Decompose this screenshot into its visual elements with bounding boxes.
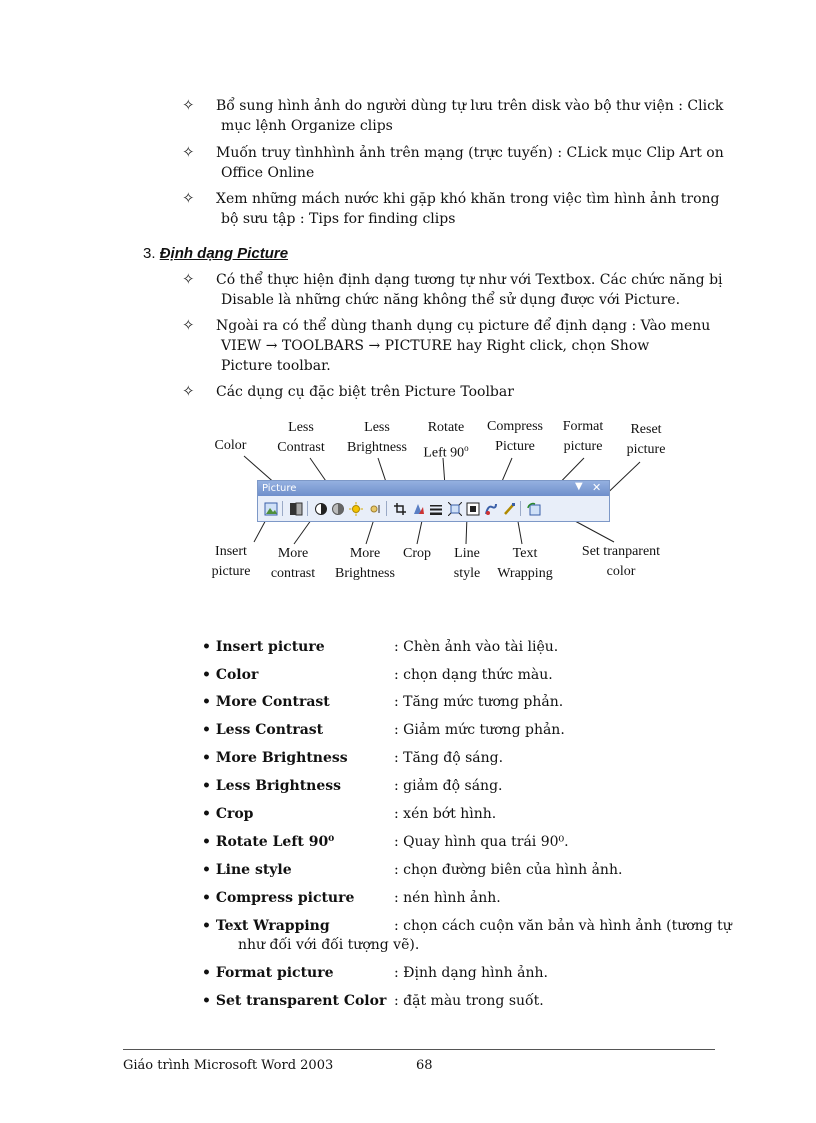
- page-number: 68: [416, 1058, 433, 1073]
- list-item-desc: : đặt màu trong suốt.: [394, 993, 544, 1009]
- list-item-name: • Less Brightness: [202, 778, 342, 794]
- diamond-bullet-icon: ✧: [182, 143, 195, 161]
- more-contrast-icon[interactable]: [313, 501, 328, 516]
- label-format-picture: Format picture: [562, 419, 604, 454]
- list-item-desc: : Tăng mức tương phản.: [394, 694, 564, 710]
- bullet-paragraph: Muốn truy tìnhhình ảnh trên mạng (trực tuyến) : CLick mục Clip Art on Office Online: [216, 145, 724, 181]
- diamond-bullet-icon: ✧: [182, 270, 195, 288]
- list-item-desc: : chọn dạng thức màu.: [394, 667, 553, 683]
- less-contrast-icon[interactable]: [330, 501, 345, 516]
- footer-divider: [123, 1049, 715, 1050]
- label-more-brightness: More Brightness: [335, 546, 395, 581]
- diamond-bullet-icon: ✧: [182, 96, 195, 114]
- label-set-transparent-color: Set tranparent color: [581, 544, 661, 579]
- label-less-contrast: Less Contrast: [277, 420, 325, 455]
- toolbar-title-bar[interactable]: Picture: [258, 481, 609, 496]
- label-reset-picture: Reset picture: [626, 422, 666, 457]
- reset-picture-icon[interactable]: [526, 501, 541, 516]
- crop-icon[interactable]: [392, 501, 407, 516]
- label-less-brightness: Less Brightness: [347, 420, 407, 455]
- list-item-name: • Format picture: [202, 965, 334, 981]
- label-rotate-left: Rotate Left 90$^o$: [423, 420, 469, 461]
- close-icon[interactable]: ✕: [592, 481, 602, 494]
- list-item-desc: : chọn cách cuộn văn bản và hình ảnh (tương tự: [394, 918, 732, 934]
- diamond-bullet-icon: ✧: [182, 316, 195, 334]
- insert-picture-icon[interactable]: [263, 501, 278, 516]
- rotate-left-icon[interactable]: [410, 501, 425, 516]
- color-icon[interactable]: [288, 501, 303, 516]
- more-brightness-icon[interactable]: [348, 501, 363, 516]
- section-number: 3.: [143, 245, 156, 262]
- list-item-desc: : giảm độ sáng.: [394, 778, 503, 794]
- list-item-name: • Text Wrapping: [202, 918, 330, 934]
- list-item-desc: : nén hình ảnh.: [394, 890, 501, 906]
- list-item-name: • Compress picture: [202, 890, 355, 906]
- compress-picture-icon[interactable]: [447, 501, 462, 516]
- line-style-icon[interactable]: [428, 501, 443, 516]
- list-item-desc: : Tăng độ sáng.: [394, 750, 504, 766]
- list-item-name: • Color: [202, 667, 259, 683]
- toolbar-options-icon[interactable]: ▼: [575, 481, 583, 492]
- list-item-desc: : chọn đường biên của hình ảnh.: [394, 862, 623, 878]
- list-item-name: • Rotate Left 90⁰: [202, 834, 335, 850]
- bullet-paragraph: Các dụng cụ đặc biệt trên Picture Toolbar: [216, 384, 514, 400]
- label-compress-picture: Compress Picture: [487, 419, 543, 454]
- picture-toolbar: [257, 480, 610, 522]
- list-item-name: • Less Contrast: [202, 722, 324, 738]
- label-line-style: Line style: [453, 546, 481, 581]
- text-wrapping-icon[interactable]: [465, 501, 480, 516]
- list-item-desc-continuation: như đối với đối tượng vẽ).: [238, 937, 420, 953]
- bullet-paragraph: Bổ sung hình ảnh do người dùng tự lưu trên disk vào bộ thư viện : Click mục lệnh Organize clips: [216, 98, 724, 134]
- bullet-paragraph: Ngoài ra có thể dùng thanh dụng cụ picture để định dạng : Vào menu VIEW → TOOLBARS → PICTURE hay Right click, chọn Show Picture toolbar.: [216, 318, 711, 374]
- label-insert-picture: Insert picture: [211, 544, 251, 579]
- list-item-name: • Set transparent Color: [202, 993, 387, 1009]
- list-item-name: • Insert picture: [202, 639, 325, 655]
- bullet-paragraph: Xem những mách nước khi gặp khó khăn trong việc tìm hình ảnh trong bộ sưu tập : Tips for finding clips: [216, 191, 720, 227]
- label-color: Color: [214, 438, 247, 453]
- format-picture-icon[interactable]: [483, 501, 498, 516]
- list-item-name: • Crop: [202, 806, 254, 822]
- list-item-desc: : Giảm mức tương phản.: [394, 722, 565, 738]
- diamond-bullet-icon: ✧: [182, 189, 195, 207]
- bullet-paragraph: Có thể thực hiện định dạng tương tự như với Textbox. Các chức năng bị Disable là những chức năng không thể sử dụng được với Picture.: [216, 272, 723, 308]
- footer-title: Giáo trình Microsoft Word 2003: [123, 1058, 334, 1073]
- section-title: Định dạng Picture: [159, 245, 289, 262]
- list-item-desc: : Định dạng hình ảnh.: [394, 965, 548, 981]
- list-item-name: • More Contrast: [202, 694, 330, 710]
- list-item-desc: : Quay hình qua trái 90⁰.: [394, 834, 569, 850]
- less-brightness-icon[interactable]: [366, 501, 381, 516]
- diamond-bullet-icon: ✧: [182, 382, 195, 400]
- label-crop: Crop: [403, 546, 431, 561]
- set-transparent-color-icon[interactable]: [501, 501, 516, 516]
- list-item-name: • Line style: [202, 862, 292, 878]
- label-more-contrast: More contrast: [270, 546, 316, 581]
- label-text-wrapping: Text Wrapping: [497, 546, 553, 581]
- list-item-desc: : Chèn ảnh vào tài liệu.: [394, 639, 559, 655]
- list-item-name: • More Brightness: [202, 750, 348, 766]
- list-item-desc: : xén bớt hình.: [394, 806, 497, 822]
